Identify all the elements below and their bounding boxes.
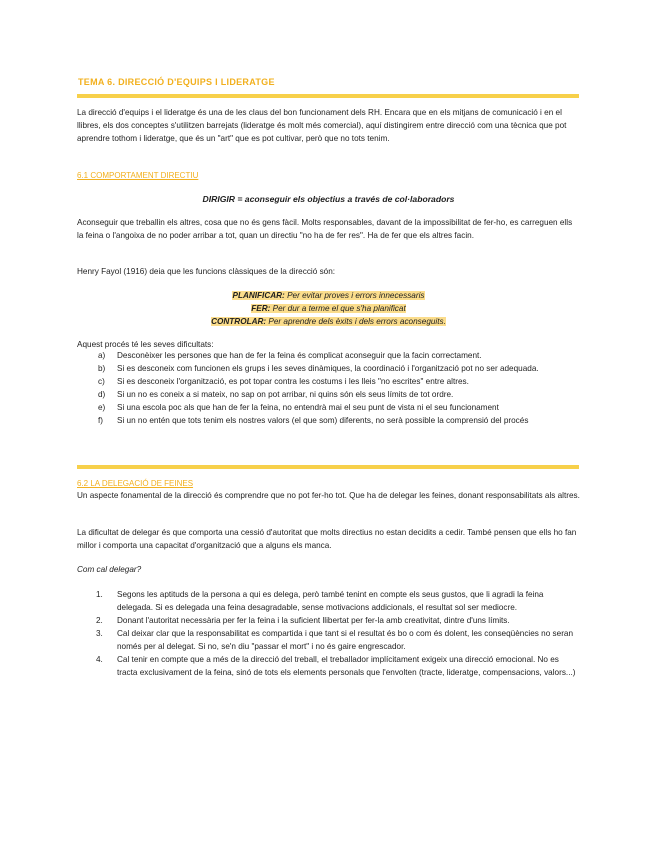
list-marker: d) [98, 390, 106, 399]
function-text: Per aprendre dels èxits i dels errors aconseguits. [266, 317, 446, 326]
list-text: Si un no es coneix a si mateix, no sap on pot arribar, ni quins són els seus límits de tot ordre. [117, 390, 454, 399]
function-item [77, 302, 580, 315]
section-2-heading[interactable]: 6.2 LA DELEGACIÓ DE FEINES [77, 479, 194, 488]
list-item [77, 653, 580, 679]
document-title: TEMA 6. DIRECCIÓ D'EQUIPS I LIDERATGE [78, 77, 275, 87]
list-marker: 4. [96, 655, 103, 664]
list-text: Donant l'autoritat necessària per fer la feina i la suficient llibertat per fer-la amb creativitat, dintre d'uns límits. [117, 616, 510, 625]
delegation-question: Com cal delegar? [77, 565, 142, 574]
intro-paragraph: La direcció d'equips i el lideratge és una de les claus del bon funcionament dels RH. Encara que en els mitjans de comunicació i en el llibres, els dos conceptes s'utilitzen barrejats (lideratge és molt més comercial), aquí distingirem entre direcció com una tècnica que pot aprendre tothom i lideratge, que és un "art" que es pot cultivar, però que no tots tenim. [77, 108, 567, 143]
list-text: Desconèixer les persones que han de fer la feina és complicat aconseguir que la facin correctament. [117, 351, 482, 360]
list-item [96, 362, 566, 375]
list-text: Cal deixar clar que la responsabilitat es compartida i que tant si el resultat és bo o com és dolent, les conseqüències no seran només per al delegat. Si no, se'n diu "passar el mort" i no és gaire engrescador. [117, 629, 574, 651]
dirigir-definition: DIRIGIR = aconseguir els objectius a través de col·laboradors [202, 194, 455, 204]
list-marker: 1. [96, 590, 103, 599]
difficulties-intro: Aquest procés té les seves dificultats: [77, 340, 214, 349]
list-text: Si un no entén que tots tenim els nostres valors (el que som) diferents, no serà possible la comprensió del procés [117, 416, 529, 425]
function-term: FER: [251, 304, 271, 313]
list-item [77, 614, 580, 627]
list-marker: a) [98, 351, 106, 360]
list-item [96, 401, 566, 414]
function-item [77, 315, 580, 328]
list-marker: b) [98, 364, 106, 373]
section-divider [77, 465, 579, 469]
section-1-paragraph-2: Henry Fayol (1916) deia que les funcions clàssiques de la direcció són: [77, 267, 336, 276]
list-item [96, 414, 566, 427]
list-item [77, 627, 580, 653]
function-text: Per evitar proves i errors innecessaris [284, 291, 425, 300]
section-1-heading[interactable]: 6.1 COMPORTAMENT DIRECTIU [77, 171, 199, 180]
section-1-paragraph-1: Aconseguir que treballin els altres, cosa que no és gens fàcil. Molts responsables, davant de la impossibilitat de fer-ho, es carreguen ells la feina o l'angoixa de no poder arribar a tot, quan un directiu "no ha de fer res". Ha de fer que els altres facin. [77, 218, 573, 240]
list-text: Cal tenir en compte que a més de la direcció del treball, el treballador implícitament exigeix una direcció emocional. No es tracta exclusivament de la feina, sinó de tots els elements personals que l'envolten (tracte, lideratge, compensacions, valors...) [117, 655, 576, 677]
function-text: Per dur a terme el que s'ha planificat [270, 304, 406, 313]
functions-list [77, 289, 580, 328]
list-marker: 2. [96, 616, 103, 625]
list-text: Si una escola poc als que han de fer la feina, no entendrà mai el seu punt de vista ni el seu funcionament [117, 403, 499, 412]
list-item [77, 588, 580, 614]
list-marker: e) [98, 403, 106, 412]
list-text: Si es desconeix com funcionen els grups i les seves dinàmiques, la coordinació i l'organització pot no ser adequada. [117, 364, 539, 373]
section-2-paragraph-2: La dificultat de delegar és que comporta una cessió d'autoritat que molts directius no estan decidits a cedir. També pensen que ells ho fan millor i comporta una capacitat d'organització que a alguns els manca. [77, 528, 577, 550]
list-marker: 3. [96, 629, 103, 638]
list-marker: c) [98, 377, 105, 386]
list-marker: f) [98, 416, 104, 425]
list-text: Segons les aptituds de la persona a qui es delega, però també tenint en compte els seus gustos, que li agradi la feina delegada. Si es delegada una feina desagradable, sense motivacions addicionals, el resultat sol ser mediocre. [117, 590, 544, 612]
section-2-paragraph-1: Un aspecte fonamental de la direcció és comprendre que no pot fer-ho tot. Que ha de delegar les feines, donant responsabilitats als altres. [77, 491, 580, 500]
function-item [77, 289, 580, 302]
difficulties-list [96, 349, 566, 427]
function-term: PLANIFICAR: [232, 291, 285, 300]
delegation-steps-list [77, 588, 580, 679]
list-item [96, 349, 566, 362]
title-divider [77, 94, 579, 98]
function-term: CONTROLAR: [211, 317, 267, 326]
list-item [96, 388, 566, 401]
list-text: Si es desconeix l'organització, es pot topar contra les costums i les lleis "no escrites" entre altres. [117, 377, 469, 386]
list-item [96, 375, 566, 388]
